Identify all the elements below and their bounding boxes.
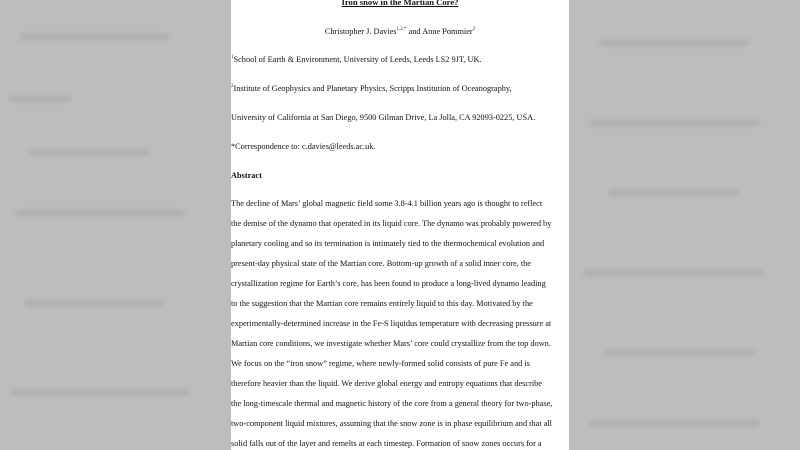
abstract-line: Martian core conditions, we investigate whether Mars’ core could crystallize from the top down. xyxy=(231,339,551,348)
author-2-affiliation-marker: 2 xyxy=(472,27,476,33)
author-joiner: and xyxy=(406,27,423,36)
affiliation-1-marker: 1 xyxy=(231,55,234,61)
left-blurred-background xyxy=(0,0,231,450)
abstract-line: to the suggestion that the Martian core remains entirely liquid to this day. Motivated by the xyxy=(231,299,533,308)
abstract-line: crystallization regime for Earth’s core, has been found to produce a long-lived dynamo leading xyxy=(231,279,546,288)
author-1: Christopher J. Davies xyxy=(324,27,397,36)
affiliation-1-text: School of Earth & Environment, University of Leeds, Leeds LS2 9JT, UK. xyxy=(233,55,482,64)
paper-title: Iron snow in the Martian Core? xyxy=(341,0,459,7)
abstract-line: The decline of Mars’ global magnetic field some 3.8-4.1 billion years ago is thought to reflect xyxy=(231,199,543,208)
affiliation-2-text: Institute of Geophysics and Planetary Physics, Scripps Institution of Oceanography, xyxy=(233,84,512,93)
abstract-line: the long-timescale thermal and magnetic history of the core from a general theory for two-phase, xyxy=(231,399,553,408)
abstract-line: experimentally-determined increase in the Fe-S liquidus temperature with decreasing pressure at xyxy=(231,319,552,328)
abstract-line: present-day physical state of the Martian core. Bottom-up growth of a solid inner core, the xyxy=(231,259,531,268)
affiliation-2-marker: 2 xyxy=(231,84,234,90)
affiliation-2-continuation: University of California at San Diego, 9500 Gilman Drive, La Jolla, CA 92093-0225, USA. xyxy=(231,113,536,122)
abstract-line: solid falls out of the layer and remelts at each timestep. Formation of snow zones occurs for a xyxy=(231,439,542,448)
right-blurred-background xyxy=(569,0,800,450)
paper-page xyxy=(231,0,569,450)
abstract-line: two-component liquid mixtures, assuming that the snow zone is in phase equilibrium and that all xyxy=(231,419,552,428)
abstract-heading: Abstract xyxy=(231,171,262,180)
abstract-line: the demise of the dynamo that operated in its liquid core. The dynamo was probably powered by xyxy=(231,219,552,228)
affiliation-2 xyxy=(231,84,569,93)
author-line xyxy=(231,27,569,36)
abstract-line: We focus on the “iron snow” regime, where newly-formed solid consists of pure Fe and is xyxy=(231,359,530,368)
author-1-affiliation-marker: 1,2,* xyxy=(396,27,407,33)
abstract-line: planetary cooling and so its termination is intimately tied to the thermochemical evolution and xyxy=(231,239,545,248)
abstract-line: therefore heavier than the liquid. We derive global energy and entropy equations that describe xyxy=(231,379,542,388)
affiliation-1 xyxy=(231,55,569,64)
correspondence: *Correspondence to: c.davies@leeds.ac.uk. xyxy=(231,142,376,151)
author-2: Anne Pommier xyxy=(422,27,473,36)
